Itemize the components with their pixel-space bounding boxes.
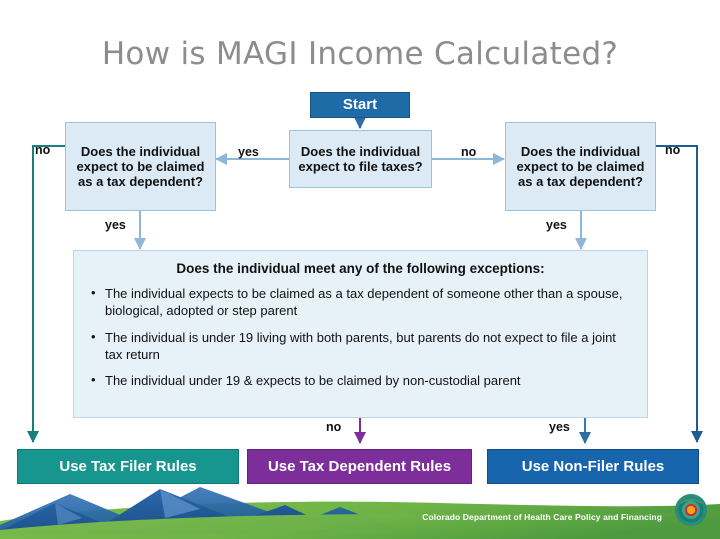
edge-label-no-center-right: no: [461, 145, 477, 159]
footer-graphic: [0, 477, 720, 539]
node-expect-to-file-taxes[interactable]: Does the individual expect to file taxes?: [289, 130, 432, 188]
node-exceptions[interactable]: [73, 250, 648, 418]
result-tax-filer-rules[interactable]: Use Tax Filer Rules: [17, 449, 239, 484]
edge-label-no-right: no: [665, 143, 681, 157]
edge-label-yes-left: yes: [105, 218, 126, 232]
exceptions-heading: Does the individual meet any of the following exceptions:: [176, 261, 545, 276]
edge-label-no-left: no: [35, 143, 51, 157]
edge-label-yes-right: yes: [546, 218, 567, 232]
exception-item: • The individual under 19 & expects to be claimed by non-custodial parent: [88, 372, 633, 389]
node-right-tax-dependent[interactable]: Does the individual expect to be claimed as a tax dependent?: [505, 122, 656, 211]
exception-item: • The individual expects to be claimed as a tax dependent of someone other than a spouse, biological, adopted or step parent: [88, 285, 633, 320]
page-title: How is MAGI Income Calculated?: [101, 36, 619, 72]
footer-landscape-svg: [0, 477, 720, 539]
colorado-hcpf-logo-icon: [674, 493, 708, 527]
result-non-filer-rules[interactable]: Use Non-Filer Rules: [487, 449, 699, 484]
result-tax-dependent-rules[interactable]: Use Tax Dependent Rules: [247, 449, 472, 484]
node-left-tax-dependent[interactable]: Does the individual expect to be claimed as a tax dependent?: [65, 122, 216, 211]
footer-agency-name: Colorado Department of Health Care Policy and Financing: [422, 512, 662, 522]
edge-label-yes-exceptions: yes: [549, 420, 570, 434]
node-start[interactable]: Start: [310, 92, 410, 118]
exceptions-list: [88, 285, 633, 389]
edge-label-yes-center-left: yes: [238, 145, 259, 159]
edge-label-no-exceptions: no: [326, 420, 342, 434]
exception-item: • The individual is under 19 living with both parents, but parents do not expect to file a joint tax return: [88, 329, 633, 364]
